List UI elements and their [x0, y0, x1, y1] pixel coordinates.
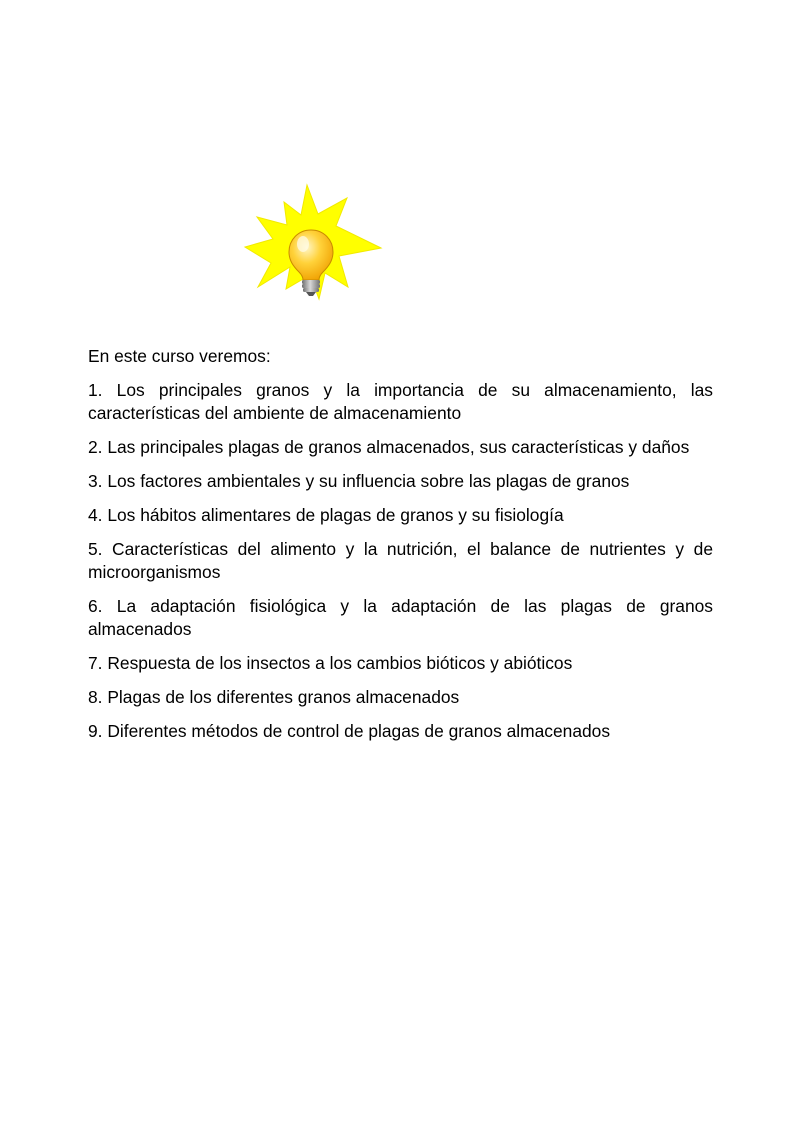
- topic-item: 7. Respuesta de los insectos a los cambios bióticos y abióticos: [88, 653, 573, 673]
- topic-item: 2. Las principales plagas de granos almacenados, sus características y daños: [88, 437, 690, 457]
- topic-item: 3. Los factores ambientales y su influencia sobre las plagas de granos: [88, 471, 630, 491]
- topic-item: 9. Diferentes métodos de control de plagas de granos almacenados: [88, 721, 611, 741]
- topic-item: 6. La adaptación fisiológica y la adaptación de las plagas de granos almacenados: [88, 596, 713, 639]
- intro-text: En este curso veremos:: [88, 346, 271, 366]
- topic-list: [88, 379, 713, 743]
- topic-item: 1. Los principales granos y la importancia de su almacenamiento, las características del ambiente de almacenamiento: [88, 380, 713, 423]
- lightbulb-icon: [243, 183, 383, 303]
- topic-item: 8. Plagas de los diferentes granos almacenados: [88, 687, 460, 707]
- topic-item: 5. Características del alimento y la nutrición, el balance de nutrientes y de microorganismos: [88, 539, 713, 582]
- topic-item: 4. Los hábitos alimentares de plagas de granos y su fisiología: [88, 505, 564, 525]
- course-content: [88, 345, 713, 754]
